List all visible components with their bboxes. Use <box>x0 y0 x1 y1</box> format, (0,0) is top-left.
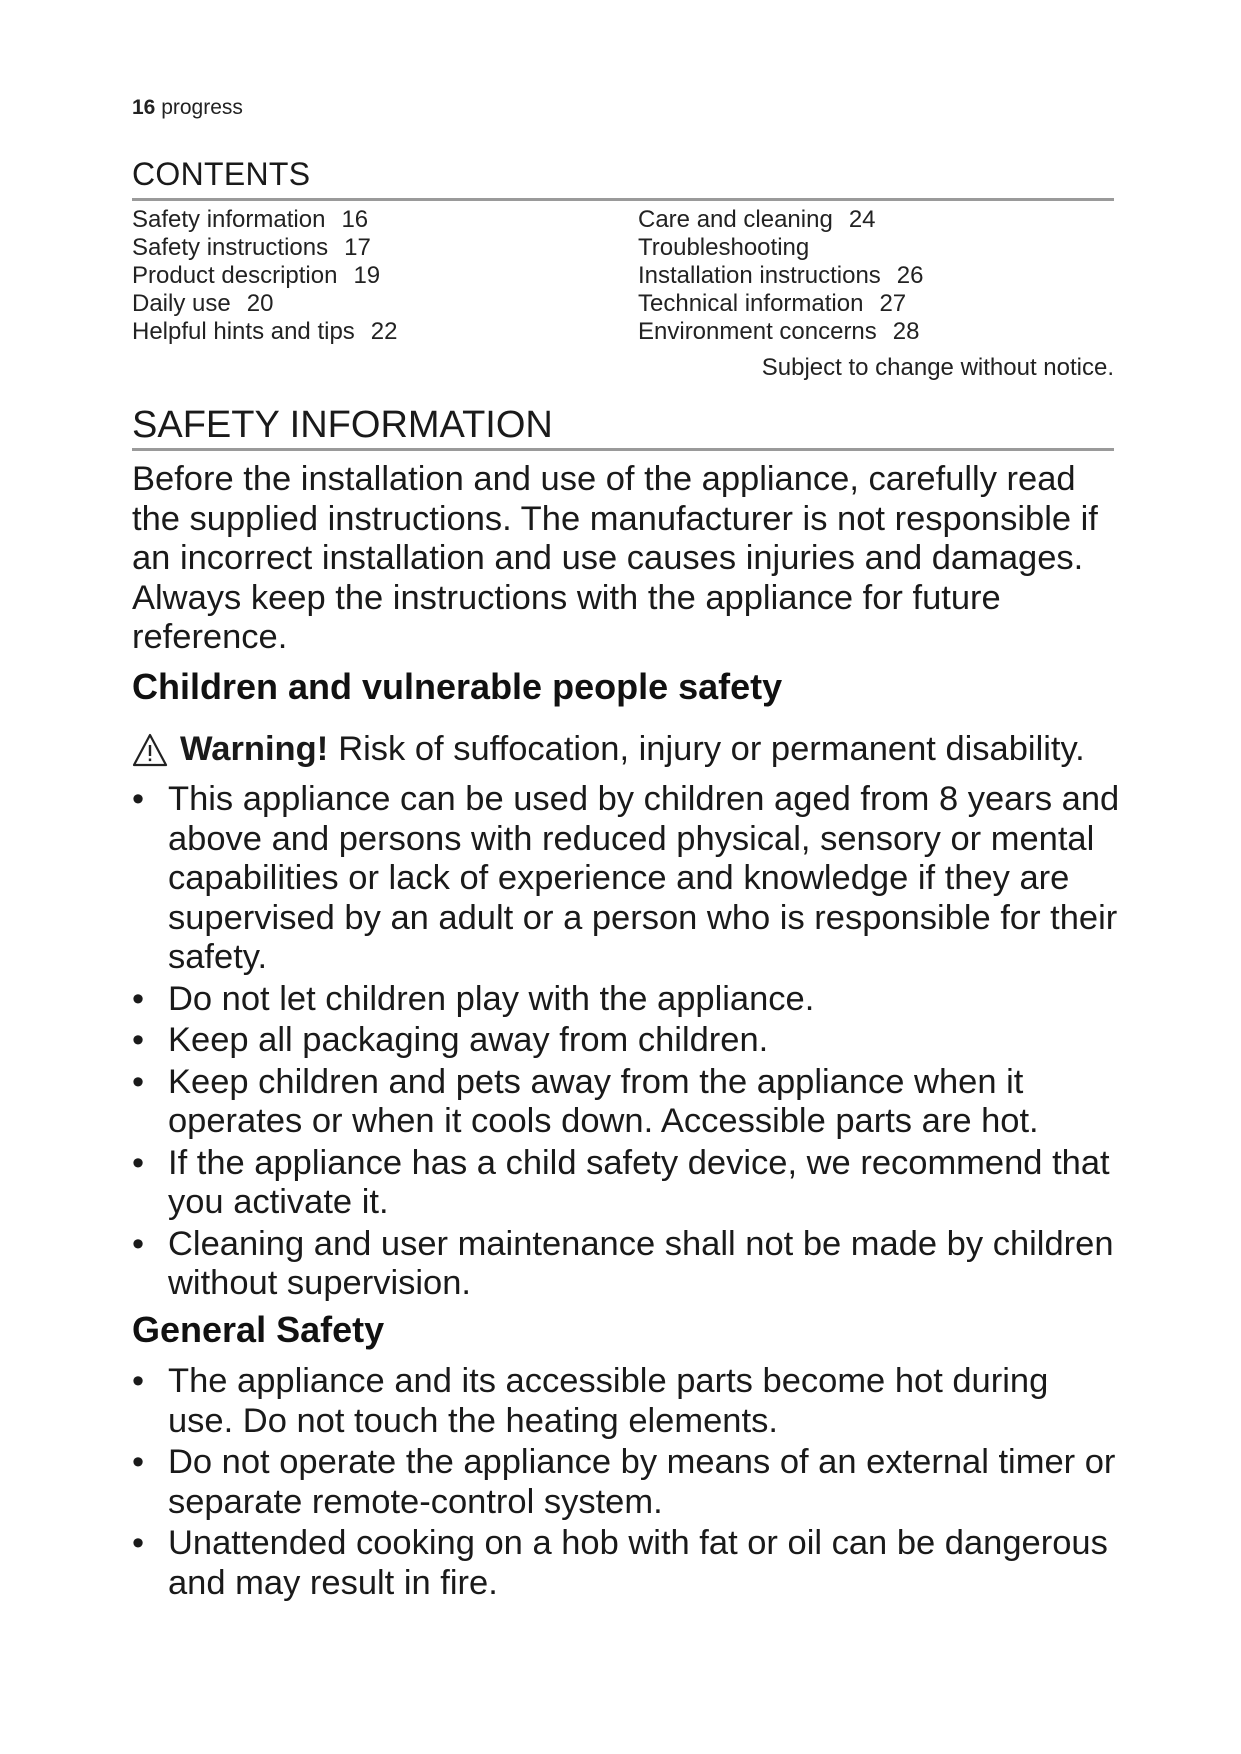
page-header <box>132 96 243 120</box>
toc-item[interactable]: Product description 19 <box>132 262 381 289</box>
toc-item[interactable]: Environment concerns 28 <box>638 318 920 345</box>
warning-triangle-icon <box>132 733 168 767</box>
toc-item[interactable]: Care and cleaning 24 <box>638 206 876 233</box>
list-item: • Unattended cooking on a hob with fat or oil can be dangerous and may result in fire. <box>132 1524 1108 1602</box>
change-notice: Subject to change without notice. <box>761 354 1114 381</box>
contents-title: CONTENTS <box>132 156 311 192</box>
toc-item[interactable]: Technical information 27 <box>638 290 907 317</box>
toc-right-column <box>638 206 924 346</box>
intro-paragraph: Before the installation and use of the appliance, carefully read the supplied instructions. The manufacturer is not responsible if an incorrect installation and use causes injuries and damages. Always keep the instructions with the appliance for future reference. <box>132 460 1098 656</box>
page-number: 16 <box>132 96 156 119</box>
toc-item[interactable]: Daily use 20 <box>132 290 274 317</box>
list-item: • Keep all packaging away from children. <box>132 1021 769 1059</box>
warning-line <box>132 730 1085 769</box>
toc-item[interactable]: Helpful hints and tips 22 <box>132 318 398 345</box>
list-item: • Do not let children play with the appliance. <box>132 979 815 1018</box>
contents-divider <box>132 198 1114 201</box>
toc-item[interactable]: Troubleshooting <box>638 234 810 261</box>
section-title: SAFETY INFORMATION <box>132 404 553 446</box>
toc-item[interactable]: Safety instructions 17 <box>132 234 371 261</box>
brand-name: progress <box>161 96 243 119</box>
list-item: • This appliance can be used by children aged from 8 years and above and persons with reduced physical, sensory or mental capabilities or lack of experience and knowledge if they are supervised by an adult or a person who is responsible for their safety. <box>132 780 1120 976</box>
general-safety-list <box>132 1362 1122 1605</box>
children-safety-heading: Children and vulnerable people safety <box>132 666 783 707</box>
list-item: • Cleaning and user maintenance shall not be made by children without supervision. <box>132 1224 1114 1302</box>
section-divider <box>132 448 1114 451</box>
list-item: • If the appliance has a child safety device, we recommend that you activate it. <box>132 1143 1110 1221</box>
list-item: • Do not operate the appliance by means of an external timer or separate remote-control system. <box>132 1443 1116 1521</box>
warning-label: Warning! <box>180 730 329 768</box>
children-safety-list <box>132 780 1122 1306</box>
list-item: • Keep children and pets away from the appliance when it operates or when it cools down. Accessible parts are hot. <box>132 1062 1039 1140</box>
list-item: • The appliance and its accessible parts become hot during use. Do not touch the heating elements. <box>132 1362 1049 1440</box>
toc-item[interactable]: Installation instructions 26 <box>638 262 924 289</box>
toc-item[interactable]: Safety information 16 <box>132 206 369 233</box>
warning-text: Risk of suffocation, injury or permanent disability. <box>338 730 1085 768</box>
toc-left-column <box>132 206 398 346</box>
general-safety-heading: General Safety <box>132 1309 385 1350</box>
